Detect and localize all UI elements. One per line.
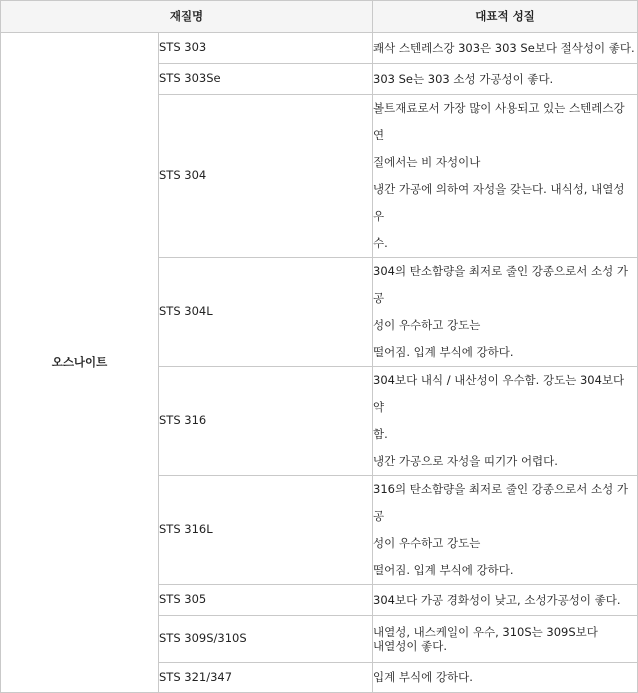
property-line: 떨어짐. 입계 부식에 강하다. [373, 563, 514, 577]
property-cell [373, 95, 638, 258]
property-cell [373, 616, 638, 663]
property-cell [373, 476, 638, 585]
property-line: 성이 우수하고 강도는 [373, 536, 481, 550]
property-line: 냉간 가공으로 자성을 띠기가 어렵다. [373, 454, 558, 468]
property-line: 303 Se는 303 소성 가공성이 좋다. [373, 71, 554, 86]
table-row [1, 33, 638, 64]
grade-cell: STS 316 [159, 367, 373, 476]
grade-cell: STS 305 [159, 585, 373, 616]
property-line: 질에서는 비 자성이나 [373, 155, 481, 169]
property-line: 316의 탄소함량을 최저로 줄인 강종으로서 소성 가공 [373, 482, 628, 523]
property-cell [373, 33, 638, 64]
property-line: 입계 부식에 강하다. [373, 670, 473, 684]
grade-cell: STS 303Se [159, 64, 373, 95]
property-line: 볼트재료로서 가장 많이 사용되고 있는 스텐레스강 연 [373, 101, 625, 142]
property-cell [373, 367, 638, 476]
property-line: 쾌삭 스텐레스강 303은 303 Se보다 절삭성이 좋다. [373, 40, 635, 55]
category-cell: 오스나이트 [1, 33, 159, 693]
property-line: 304의 탄소함량을 최저로 줄인 강종으로서 소성 가공 [373, 264, 628, 305]
grade-cell: STS 304L [159, 258, 373, 367]
property-line: 304보다 가공 경화성이 낮고, 소성가공성이 좋다. [373, 592, 621, 607]
property-cell [373, 585, 638, 616]
header-property: 대표적 성질 [373, 1, 638, 33]
table-header-row [1, 1, 638, 33]
grade-cell: STS 316L [159, 476, 373, 585]
grade-cell: STS 303 [159, 33, 373, 64]
property-line: 304보다 내식 / 내산성이 우수함. 강도는 304보다 약 [373, 373, 625, 414]
property-line: 함. [373, 427, 388, 441]
header-material: 재질명 [1, 1, 373, 33]
property-cell [373, 64, 638, 95]
property-cell [373, 663, 638, 693]
property-cell [373, 258, 638, 367]
grade-cell: STS 309S/310S [159, 616, 373, 663]
grade-cell: STS 321/347 [159, 663, 373, 693]
property-line: 수. [373, 236, 388, 250]
property-line: 내열성이 좋다. [373, 639, 447, 653]
grade-cell: STS 304 [159, 95, 373, 258]
property-line: 떨어짐. 입계 부식에 강하다. [373, 345, 514, 359]
property-line: 냉간 가공에 의하여 자성을 갖는다. 내식성, 내열성 우 [373, 182, 625, 223]
property-line: 성이 우수하고 강도는 [373, 318, 481, 332]
property-line: 내열성, 내스케일이 우수, 310S는 309S보다 [373, 625, 598, 639]
